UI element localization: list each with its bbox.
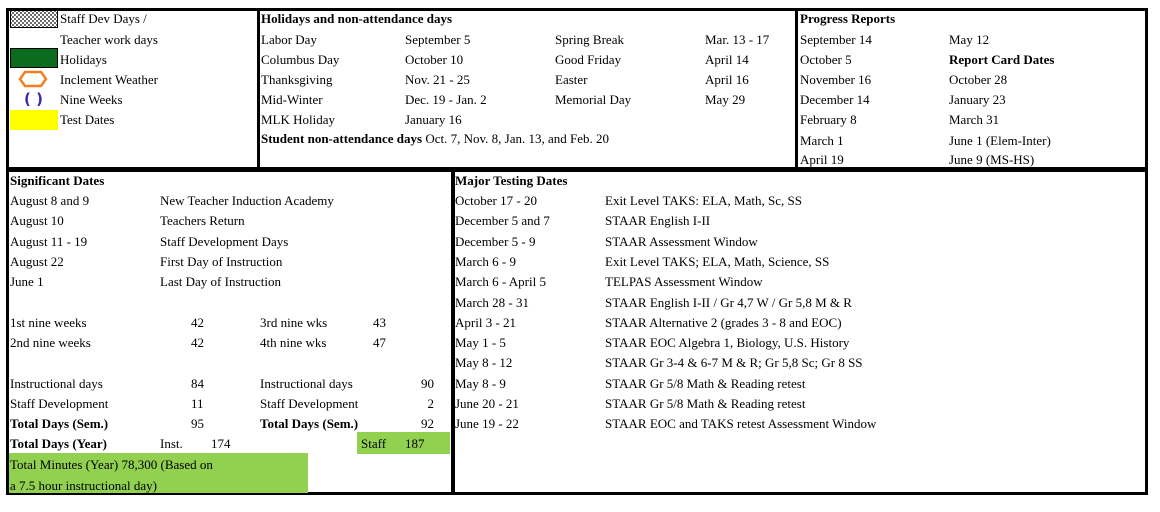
nine-weeks-value: 47	[373, 335, 386, 350]
holiday-date: January 16	[405, 112, 462, 127]
inst-label: Inst.	[160, 436, 183, 451]
inclement-weather-icon	[18, 70, 48, 88]
holiday-date: Mar. 13 - 17	[705, 32, 770, 47]
test-date: May 8 - 12	[455, 355, 513, 371]
staff-value: 187	[405, 436, 425, 451]
significant-event: Last Day of Instruction	[160, 274, 281, 290]
progress-report-date: October 5	[800, 52, 852, 67]
semester-value: 95	[191, 416, 204, 431]
test-date: June 19 - 22	[455, 416, 519, 432]
semester-label: Total Days (Sem.)	[260, 416, 359, 431]
student-non-attendance-dates: Oct. 7, Nov. 8, Jan. 13, and Feb. 20	[422, 131, 610, 146]
test-name: STAAR Gr 3-4 & 6-7 M & R; Gr 5,8 Sc; Gr 8 SS	[605, 355, 863, 371]
test-date: April 3 - 21	[455, 314, 517, 330]
test-dates-swatch	[10, 110, 58, 130]
test-date: December 5 - 9	[455, 233, 536, 249]
test-name: TELPAS Assessment Window	[605, 274, 763, 290]
test-date: March 6 - 9	[455, 253, 517, 269]
semester-value: 84	[191, 376, 204, 391]
legend-holidays: Holidays	[60, 52, 107, 67]
total-minutes-line2: a 7.5 hour instructional day)	[10, 478, 157, 493]
significant-date: August 10	[10, 213, 64, 229]
test-date: March 28 - 31	[455, 294, 530, 310]
holiday-swatch	[10, 48, 58, 68]
nine-weeks-label: 3rd nine wks	[260, 315, 328, 330]
nine-weeks-value: 42	[191, 315, 204, 330]
total-days-year-label: Total Days (Year)	[10, 436, 108, 451]
holiday-name: Labor Day	[261, 32, 317, 47]
report-card-title: Report Card Dates	[949, 52, 1055, 67]
significant-date: August 22	[10, 253, 64, 269]
progress-report-date: November 16	[800, 72, 872, 87]
test-date: May 8 - 9	[455, 375, 506, 391]
semester-label: Instructional days	[260, 376, 353, 391]
nine-weeks-label: 4th nine wks	[260, 335, 327, 350]
nine-weeks-label: 1st nine weeks	[10, 315, 87, 330]
significant-event: First Day of Instruction	[160, 253, 283, 269]
holiday-name: Spring Break	[555, 32, 624, 47]
student-non-attendance-label: Student non-attendance days	[261, 131, 423, 146]
holiday-date: April 16	[705, 72, 749, 87]
student-non-attendance	[261, 131, 609, 147]
test-name: STAAR Assessment Window	[605, 233, 758, 249]
test-name: STAAR English I-II	[605, 213, 711, 229]
significant-date: August 11 - 19	[10, 233, 88, 249]
test-name: STAAR EOC and TAKS retest Assessment Window	[605, 416, 877, 432]
progress-report-date: February 8	[800, 112, 857, 127]
progress-report-date: May 12	[949, 32, 990, 47]
test-name: STAAR EOC Algebra 1, Biology, U.S. History	[605, 335, 850, 351]
legend-teacher-work: Teacher work days	[60, 32, 158, 47]
significant-title: Significant Dates	[10, 173, 105, 188]
significant-event: Staff Development Days	[160, 233, 289, 249]
holiday-date: April 14	[705, 52, 749, 67]
progress-report-date: March 1	[800, 133, 844, 148]
legend-nine-weeks: Nine Weeks	[60, 92, 123, 107]
test-name: Exit Level TAKS; ELA, Math, Science, SS	[605, 253, 830, 269]
significant-event: New Teacher Induction Academy	[160, 193, 334, 208]
holiday-name: Easter	[555, 72, 588, 87]
holiday-date: October 10	[405, 52, 464, 67]
semester-value: 92	[421, 416, 434, 431]
nine-weeks-value: 43	[373, 315, 386, 330]
test-date: March 6 - April 5	[455, 274, 546, 290]
holiday-name: Columbus Day	[261, 52, 340, 67]
legend-inclement: Inclement Weather	[60, 72, 158, 87]
test-name: STAAR Alternative 2 (grades 3 - 8 and EOC)	[605, 314, 842, 330]
report-card-date: June 1 (Elem-Inter)	[949, 133, 1051, 148]
test-date: June 20 - 21	[455, 396, 519, 411]
holiday-date: May 29	[705, 92, 746, 107]
holiday-date: September 5	[405, 32, 471, 47]
progress-report-date: April 19	[800, 152, 844, 167]
semester-value: 11	[191, 396, 204, 411]
progress-report-date: September 14	[800, 32, 872, 47]
holiday-name: Good Friday	[555, 52, 622, 67]
legend-staff-dev: Staff Dev Days /	[60, 11, 147, 26]
report-card-date: June 9 (MS-HS)	[949, 152, 1035, 167]
progress-report-date: December 14	[800, 92, 870, 107]
semester-value: 90	[421, 376, 434, 391]
holiday-name: Mid-Winter	[261, 92, 323, 107]
semester-value: 2	[427, 396, 434, 411]
holidays-title: Holidays and non-attendance days	[261, 11, 453, 26]
total-minutes-line1: Total Minutes (Year) 78,300 (Based on	[10, 457, 213, 472]
test-date: December 5 and 7	[455, 213, 550, 229]
legend-test-dates: Test Dates	[60, 112, 115, 127]
nine-weeks-label: 2nd nine weeks	[10, 335, 91, 350]
test-date: October 17 - 20	[455, 193, 537, 208]
staff-label: Staff	[361, 436, 387, 451]
test-name: STAAR Gr 5/8 Math & Reading retest	[605, 396, 806, 411]
significant-date: June 1	[10, 274, 44, 290]
staff-dev-swatch	[10, 10, 58, 28]
test-name: STAAR English I-II / Gr 4,7 W / Gr 5,8 M & R	[605, 294, 852, 310]
semester-label: Staff Development	[10, 396, 109, 411]
testing-box	[451, 169, 1148, 495]
progress-title: Progress Reports	[800, 11, 896, 26]
holiday-date: Dec. 19 - Jan. 2	[405, 92, 487, 107]
significant-event: Teachers Return	[160, 213, 245, 229]
holiday-date: Nov. 21 - 25	[405, 72, 470, 87]
holiday-name: Memorial Day	[555, 92, 632, 107]
semester-label: Instructional days	[10, 376, 103, 391]
nine-weeks-value: 42	[191, 335, 204, 350]
test-name: STAAR Gr 5/8 Math & Reading retest	[605, 375, 806, 391]
report-card-date: October 28	[949, 72, 1008, 87]
test-name: Exit Level TAKS: ELA, Math, Sc, SS	[605, 193, 802, 208]
semester-label: Staff Development	[260, 396, 359, 411]
nine-weeks-icon: ( )	[24, 90, 43, 108]
report-card-date: January 23	[949, 92, 1006, 107]
testing-title: Major Testing Dates	[455, 173, 568, 188]
test-date: May 1 - 5	[455, 335, 506, 351]
inst-value: 174	[211, 436, 231, 451]
holiday-name: Thanksgiving	[261, 72, 333, 87]
significant-date: August 8 and 9	[10, 193, 90, 208]
holiday-name: MLK Holiday	[261, 112, 336, 127]
semester-label: Total Days (Sem.)	[10, 416, 109, 431]
report-card-date: March 31	[949, 112, 1000, 127]
